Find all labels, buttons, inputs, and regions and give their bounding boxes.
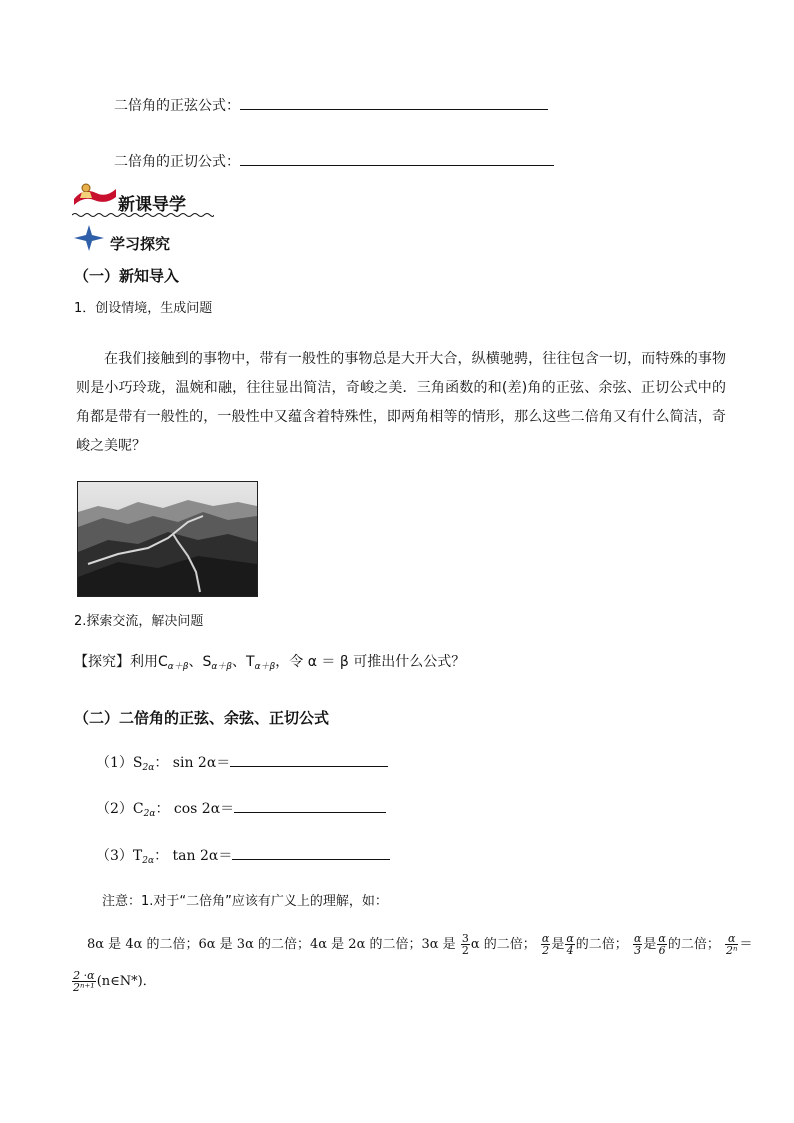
equals-sign: ＝ (739, 937, 753, 952)
formula-subscript: 2α (142, 763, 155, 773)
note-formula-line (71, 970, 156, 993)
t-symbol: T (246, 654, 255, 670)
t-subscript: α＋β (254, 662, 276, 672)
note-text: 注意：1.对于“二倍角”应该有广义上的理解，如： (102, 894, 388, 909)
sep-1: 、 (188, 654, 203, 670)
fraction-a-over-6: $\frac{\alpha}{6}$ (658, 932, 666, 957)
fraction-a-over-2n: $\frac{\alpha}{\text{2ⁿ}}$ (725, 932, 738, 957)
sin-double-angle-label: 二倍角的正弦公式： (114, 98, 240, 114)
explore-suffix: ，令 α ＝ β 可推出什么公式？ (275, 654, 466, 670)
formula-s2a (96, 752, 388, 773)
part1-title: （一）新知导入 (74, 267, 180, 285)
tan-2a-blank[interactable] (232, 845, 390, 860)
formula-t2a (96, 845, 390, 866)
tan-double-angle-blank[interactable] (240, 151, 554, 166)
explore-prefix: 【探究】利用 (74, 654, 158, 670)
fraction-3-over-2: $\frac{3}{2}$ (461, 932, 469, 957)
study-title: 学习探究 (110, 235, 171, 253)
formula-symbol: S (132, 755, 143, 771)
tan-double-angle-label: 二倍角的正切公式： (114, 154, 240, 170)
sep-2: 、 (232, 654, 247, 670)
fraction-a-over-3: $\frac{\alpha}{3}$ (633, 932, 642, 957)
sin-double-angle-blank[interactable] (240, 95, 548, 110)
formula-expression: ： cos 2α＝ (155, 801, 235, 817)
formula-c2a (96, 798, 386, 819)
wavy-underline (72, 206, 214, 212)
examples-text: 8α 是 4α 的二倍；6α 是 3α 的二倍；4α 是 2α 的二倍；3α 是 (87, 937, 456, 952)
formula-expression: ： tan 2α＝ (154, 848, 233, 864)
tan-double-angle-line (114, 151, 554, 171)
s-symbol: S (202, 654, 212, 670)
section-title: 新课导学 (118, 195, 186, 215)
formula-number: （2） (96, 801, 133, 817)
formula-symbol: C (132, 801, 144, 817)
formula-subscript: 2α (142, 856, 155, 866)
step1-heading: 1．创设情境，生成问题 (74, 301, 213, 316)
explore-line (74, 651, 465, 672)
intro-paragraph: 在我们接触到的事物中，带有一般性的事物总是大开大合，纵横驰骋，往往包含一切，而特殊的事物则是小巧玲珑，温婉和融，往往显出简洁，奇峻之美．三角函数的和(差)角的正弦、余弦、正切公式中的角都是带有一般性的，一般性中又蕴含着特殊性，即两角相等的情形，那么这些二倍角又有什么简洁，奇峻之美呢？ (76, 351, 726, 454)
c-symbol: C (158, 654, 168, 670)
formula-number: （1） (96, 755, 133, 771)
formula-symbol: T (132, 848, 143, 864)
note-examples-line (87, 933, 752, 956)
formula-tail: (n∈N*)． (96, 974, 156, 989)
examples-text-2: α 的二倍； (470, 937, 536, 952)
c-subscript: α＋β (167, 662, 189, 672)
great-wall-photo (77, 481, 258, 597)
fraction-a-over-4: $\frac{\alpha}{4}$ (566, 932, 574, 957)
formula-expression: ： sin 2α＝ (154, 755, 231, 771)
shi-text-2: 是 (643, 937, 657, 952)
four-point-star-icon (74, 225, 104, 251)
sin-2a-blank[interactable] (230, 752, 388, 767)
s-subscript: α＋β (211, 662, 233, 672)
fraction-2a-over-2n1: $\frac{2 \cdot\alpha}{\text{2ⁿ⁺¹}}$ (73, 969, 95, 994)
formula-number: （3） (96, 848, 133, 864)
erbei-text-2: 的二倍； (667, 937, 720, 952)
formula-subscript: 2α (143, 809, 156, 819)
shi-text: 是 (551, 937, 565, 952)
step2-heading: 2.探索交流，解决问题 (74, 614, 204, 629)
erbei-text-1: 的二倍； (575, 937, 628, 952)
part2-title: （二）二倍角的正弦、余弦、正切公式 (74, 709, 330, 727)
fraction-a-over-2: $\frac{\alpha}{2}$ (541, 932, 550, 957)
sin-double-angle-line (114, 95, 548, 115)
section-logo-icon (72, 181, 118, 207)
cos-2a-blank[interactable] (234, 798, 386, 813)
